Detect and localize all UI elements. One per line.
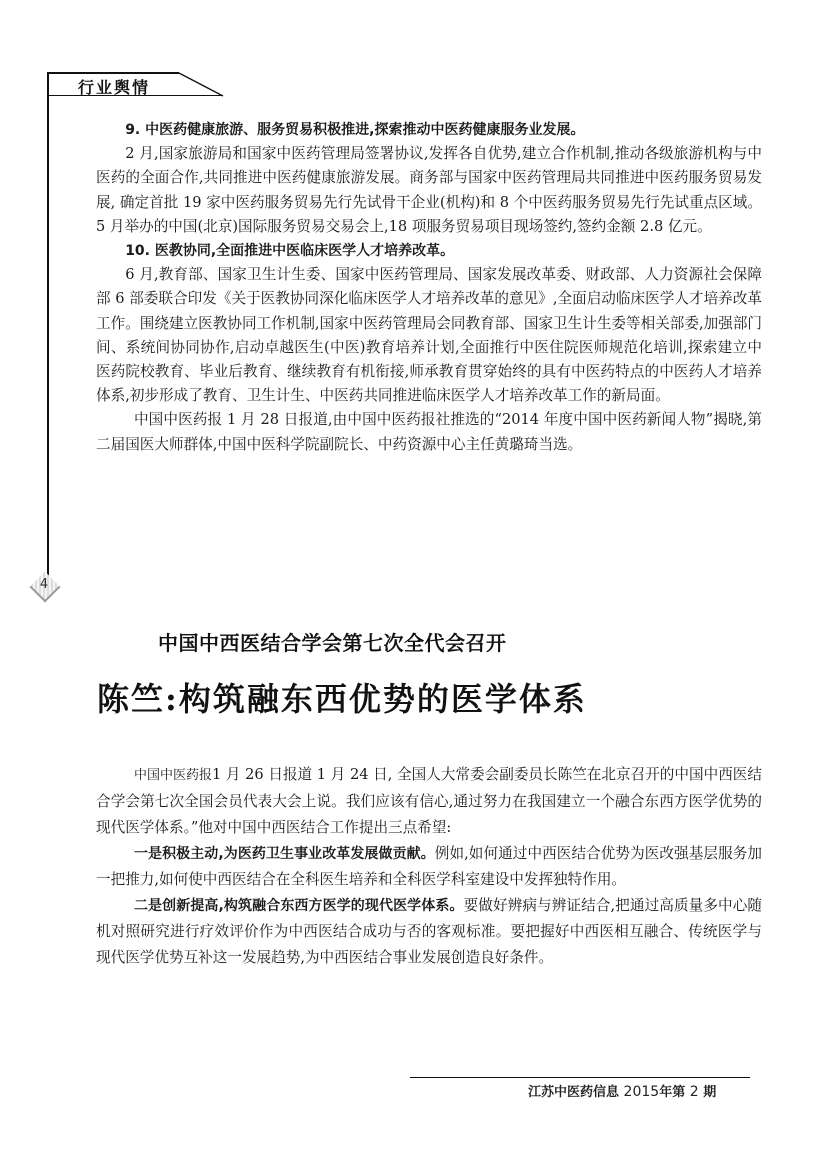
point2-paragraph [96, 893, 762, 971]
page-number: 4 [39, 577, 49, 592]
header-box-diagonal [170, 70, 226, 98]
item10-heading: 10. 医教协同,全面推进中医临床医学人才培养改革。 [125, 243, 455, 260]
footer-issue-unit: 期 [703, 1085, 717, 1100]
footer-issue: 2 [689, 1084, 699, 1100]
footer-journal: 江苏中医药信息 [528, 1085, 620, 1100]
item9-heading: 9. 中医药健康旅游、服务贸易积极推进,探索推动中医药健康服务业发展。 [125, 122, 585, 138]
article-subtitle: 中国中西医结合学会第七次全代会召开 [158, 631, 507, 655]
footer-year-unit: 年第 [659, 1085, 686, 1100]
top-section-body [96, 118, 762, 457]
page-number-badge [30, 572, 58, 600]
intro-text: 1 月 26 日报道 1 月 24 日, 全国人大常委会副委员长陈竺在北京召开的中国中西医结合学会第七次全国会员代表大会上说。我们应该有信心,通过努力在我国建立一个融合东西方医学优势的现代医学体系。”他对中国中西医结合工作提出三点希望: [96, 766, 762, 836]
footer-rule [410, 1077, 750, 1078]
footer [528, 1081, 716, 1100]
section-header-label: 行业舆情 [78, 78, 151, 97]
article-title: 陈竺:构筑融东西优势的医学体系 [97, 680, 587, 718]
header-box-top-line [47, 72, 179, 74]
source-label: 中国中医药报 [133, 768, 212, 783]
footer-year: 2015 [623, 1084, 660, 1100]
item10-paragraph: 6 月,教育部、国家卫生计生委、国家中医药管理局、国家发展改革委、财政部、人力资源社会保障部 6 部委联合印发《关于医教协同深化临床医学人才培养改革的意见》,全面启动临床医学人才培养改革工作。围绕建立医教协同工作机制,国家中医药管理局会同教育部、国家卫生计生委等相关部委,加强部门间、系统间协同协作,启动卓越医生(中医)教育培养计划,全面推行中医住院医师规范化培训,探索建立中医药院校教育、毕业后教育、继续教育有机衔接,师承教育贯穿始终的具有中医药特点的中医药人才培养体系,初步形成了教育、卫生计生、中医药共同推进临床医学人才培养改革工作的新局面。 [96, 266, 763, 405]
point1-paragraph [96, 841, 762, 893]
article-body [96, 762, 762, 971]
intro-paragraph [96, 762, 762, 841]
point2-text: 要做好辨病与辨证结合,把通过高质量多中心随机对照研究进行疗效评价作为中西医结合成功与否的客观标准。要把握好中西医相互融合、传统医学与现代医学优势互补这一发展趋势,为中西医结合事业发展创造良好条件。 [96, 897, 762, 966]
item9-paragraph: 2 月,国家旅游局和国家中医药管理局签署协议,发挥各自优势,建立合作机制,推动各级旅游机构与中医药的全面合作,共同推进中医药健康旅游发展。商务部与国家中医药管理局共同推进中医药服务贸易发展, 确定首批 19 家中医药服务贸易先行先试骨干企业(机构)和 8 个中医药服务贸易先行先试重点区域。5 月举办的中国(北京)国际服务贸易交易会上,18 项服务贸易项目现场签约,签约金额 2.8 亿元。 [96, 145, 762, 235]
left-margin-rule [47, 72, 49, 584]
point2-heading: 二是创新提高,构筑融合东西方医学的现代医学体系。 [133, 898, 464, 914]
point1-heading: 一是积极主动,为医药卫生事业改革发展做贡献。 [133, 846, 435, 862]
point1-text: 例如,如何通过中西医结合优势为医改强基层服务加一把推力,如何使中西医结合在全科医生培养和全科医学科室建设中发挥独特作用。 [96, 845, 762, 888]
closing-paragraph: 中国中医药报 1 月 28 日报道,由中国中医药报社推选的“2014 年度中国中医药新闻人物”揭晓,第二届国医大师群体,中国中医科学院副院长、中药资源中心主任黄璐琦当选。 [96, 411, 762, 453]
